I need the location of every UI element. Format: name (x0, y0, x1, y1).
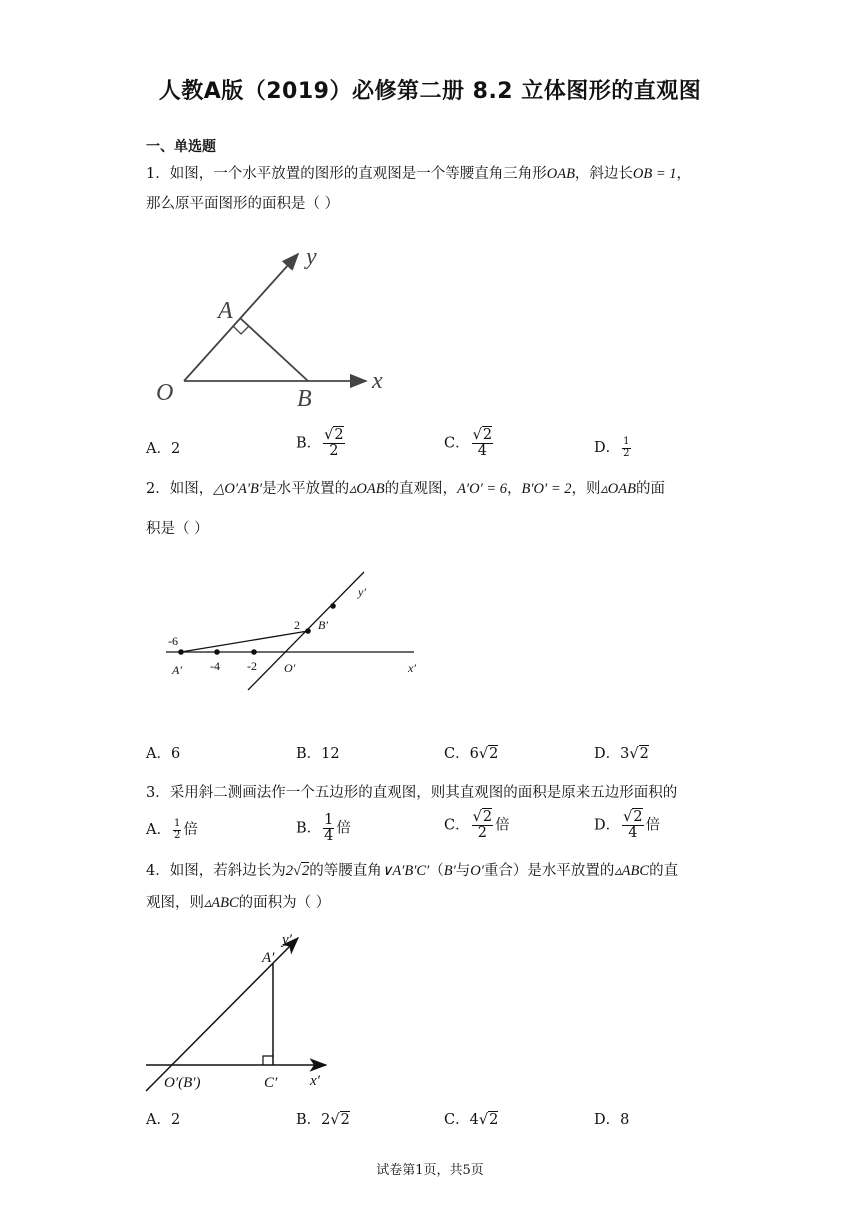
q1-line1-end: ， (676, 166, 692, 182)
q3-option-c[interactable]: C． $\frac{√2}{2}$ 倍 (444, 809, 510, 842)
q3-option-d-den: 4 (628, 825, 638, 842)
q4-option-b-letter: B． (296, 1112, 322, 1128)
q2-option-b-letter: B． (296, 746, 322, 762)
q1-option-c-num: 2 (482, 427, 493, 443)
q4-triangle-abc: ▵ABC (614, 863, 650, 879)
q2-option-b[interactable] (296, 744, 340, 764)
q4-option-c-rad: 2 (489, 1112, 499, 1128)
q2-triangle-oab-2: ▵OAB (600, 481, 636, 497)
q1-option-d-num: 1 (623, 436, 630, 447)
q2-label-m6: -6 (168, 634, 178, 648)
q3-option-b-den: 4 (324, 828, 334, 845)
q4-option-b[interactable]: B．2√2 (296, 1112, 350, 1128)
q4-figure (140, 924, 360, 1094)
q2-label-ap: A′ (172, 663, 182, 677)
q2-point-m2 (251, 649, 257, 655)
question-1-line2: 那么原平面图形的面积是（ ） (146, 196, 340, 212)
question-3-text: 3．采用斜二测画法作一个五边形的直观图，则其直观图的面积是原来五边形面积的 (146, 785, 678, 801)
q2-label-m2: -2 (247, 659, 257, 673)
q2-equation-bo: B′O′ = 2 (521, 481, 572, 497)
q2-triangle-prime: △O′A′B′ (213, 481, 263, 497)
q1-y-axis (184, 254, 298, 381)
q2-line1-prefix: 2．如图， (146, 481, 214, 497)
q2-figure (160, 568, 430, 694)
q2-line1-end: 的面 (635, 481, 665, 497)
q4-label-xp: x′ (310, 1073, 320, 1089)
q2-label-yp: y′ (358, 585, 366, 599)
q4-line1-mid2: 重合）是水平放置的 (483, 863, 615, 879)
q3-option-c-suffix: 倍 (495, 817, 510, 834)
q1-line1-mid: ，斜边长 (574, 166, 633, 182)
page-footer: 试卷第1页，共5页 (376, 1163, 484, 1178)
q3-option-c-letter: C． (444, 817, 470, 834)
question-4-text: 4．如图，若斜边长为2√2的等腰直角∨A′B′C′（B′与O′重合）是水平放置的▵ABC的直 (146, 863, 679, 879)
q2-option-b-value: 12 (321, 746, 340, 762)
q1-equation: OB = 1 (632, 166, 677, 182)
q3-option-a-num: 1 (173, 818, 181, 829)
q1-option-a[interactable] (146, 439, 180, 459)
q1-option-c[interactable]: C． $\frac{√2}{4}$ (444, 427, 493, 460)
question-1-text (146, 163, 691, 185)
q1-option-c-letter: C． (444, 435, 470, 452)
q1-option-d-den: 2 (623, 447, 630, 459)
q1-label-b: B (297, 386, 312, 412)
q4-line1-mid1: 的等腰直角 (309, 863, 382, 879)
q2-option-a-value: 6 (170, 746, 181, 762)
q2-comma: ， (507, 481, 522, 497)
q1-option-d-letter: D． (594, 440, 621, 456)
q4-paren: （ (429, 863, 444, 879)
q4-bp: B′ (443, 863, 456, 879)
q1-label-o: O (156, 380, 174, 406)
q3-option-a-suffix: 倍 (183, 822, 198, 838)
q3-option-c-den: 2 (477, 825, 487, 842)
q2-option-d-letter: D． (594, 746, 621, 762)
q4-option-a-value: 2 (170, 1112, 181, 1128)
q4-coef: 2 (285, 863, 293, 879)
q1-option-b-letter: B． (296, 435, 322, 452)
q2-point-m4 (214, 649, 220, 655)
q2-point-b (305, 628, 311, 634)
q3-option-d[interactable]: D． $\frac{√2}{4}$ 倍 (594, 809, 661, 842)
q4-right-angle-mark (263, 1056, 273, 1065)
q2-option-c-letter: C． (444, 746, 470, 762)
q2-line1-mid3: ，则 (571, 481, 601, 497)
q4-option-d[interactable] (594, 1110, 629, 1130)
question-2-text (146, 478, 665, 500)
q4-option-c-letter: C． (444, 1112, 470, 1128)
q2-label-bp: B′ (318, 618, 328, 632)
q1-option-b-den: 2 (329, 443, 339, 460)
q4-op: O′ (470, 863, 484, 879)
q4-y-axis (146, 938, 298, 1091)
q4-rad: 2 (301, 863, 310, 879)
q4-option-a-letter: A． (146, 1112, 171, 1128)
q4-label-yp: y′ (282, 932, 292, 948)
q2-label-op: O′ (284, 661, 296, 675)
q3-option-a[interactable] (146, 819, 198, 841)
q2-point-a (178, 649, 184, 655)
q4-line2-prefix: 观图，则 (146, 895, 204, 911)
q4-line1-end: 的直 (649, 863, 679, 879)
q1-label-a: A (218, 298, 233, 324)
page-title: 人教A版（2019）必修第二册 8.2 立体图形的直观图 (158, 79, 702, 104)
q3-option-b-suffix: 倍 (336, 820, 351, 837)
q2-option-a-letter: A． (146, 746, 171, 762)
question-2-line2: 积是（ ） (146, 521, 209, 537)
q1-option-a-letter: A． (146, 441, 171, 457)
q2-option-c-coef: 6 (469, 746, 479, 762)
q2-label-xp: x′ (408, 661, 416, 675)
q4-option-b-coef: 2 (321, 1112, 331, 1128)
q3-option-a-letter: A． (146, 822, 171, 838)
q2-equation-ao: A′O′ = 6 (457, 481, 508, 497)
q3-option-d-num: 2 (633, 809, 643, 825)
q3-option-b-letter: B． (296, 820, 322, 837)
q2-option-d-coef: 3 (620, 746, 630, 762)
q2-label-2: 2 (294, 618, 300, 632)
q2-option-c-rad: 2 (489, 746, 499, 762)
q3-option-a-den: 2 (173, 829, 181, 841)
q4-option-c[interactable]: C．4√2 (444, 1112, 499, 1128)
q1-line1-prefix: 1．如图，一个水平放置的图形的直观图是一个等腰直角三角形 (146, 166, 547, 182)
q1-option-c-den: 4 (477, 443, 487, 460)
q1-option-a-value: 2 (170, 441, 181, 457)
q4-option-b-rad: 2 (340, 1112, 350, 1128)
q2-line1-mid2: 的直观图， (384, 481, 458, 497)
q1-triangle: OAB (546, 166, 575, 182)
q2-label-m4: -4 (210, 659, 220, 673)
q4-line1-prefix: 4．如图，若斜边长为 (146, 863, 286, 879)
q2-option-d-rad: 2 (639, 746, 649, 762)
q4-with: 与 (455, 863, 471, 879)
q4-line2-end: 的面积为（ ） (238, 895, 331, 911)
q1-right-angle-mark (233, 326, 249, 334)
q1-option-b[interactable]: B． $\frac{√2}{2}$ (296, 427, 344, 460)
q2-option-c[interactable]: C．6√2 (444, 746, 499, 762)
q4-triangle-prime: ∨A′B′C′ (381, 863, 430, 879)
q2-option-d[interactable]: D．3√2 (594, 746, 649, 762)
section-heading: 一、单选题 (146, 139, 216, 155)
q3-option-b[interactable] (296, 813, 351, 844)
q3-option-d-letter: D． (594, 817, 621, 834)
q4-label-obp: O′(B′) (164, 1075, 201, 1091)
q3-option-b-num: 1 (324, 812, 334, 828)
q1-figure (140, 240, 400, 416)
q1-hypotenuse-segment (240, 318, 308, 381)
q4-label-ap: A′ (262, 950, 275, 966)
q2-triangle-oab: ▵OAB (349, 481, 385, 497)
q1-label-x: x (372, 368, 383, 394)
q3-option-d-suffix: 倍 (645, 817, 661, 834)
q4-option-d-value: 8 (620, 1112, 630, 1128)
q4-label-cp: C′ (264, 1075, 278, 1091)
q4-option-c-coef: 4 (469, 1112, 479, 1128)
q2-line1-mid1: 是水平放置的 (262, 481, 350, 497)
q1-label-y: y (306, 244, 317, 270)
q2-point-y (330, 603, 336, 609)
question-4-line2 (146, 892, 330, 914)
q1-option-b-num: 2 (334, 427, 344, 443)
q1-option-d[interactable] (594, 437, 633, 459)
q4-option-a[interactable] (146, 1110, 180, 1130)
q4-option-d-letter: D． (594, 1112, 621, 1128)
q4-line2-triangle: ▵ABC (204, 895, 239, 911)
q2-option-a[interactable] (146, 744, 180, 764)
q3-option-c-num: 2 (482, 809, 493, 825)
